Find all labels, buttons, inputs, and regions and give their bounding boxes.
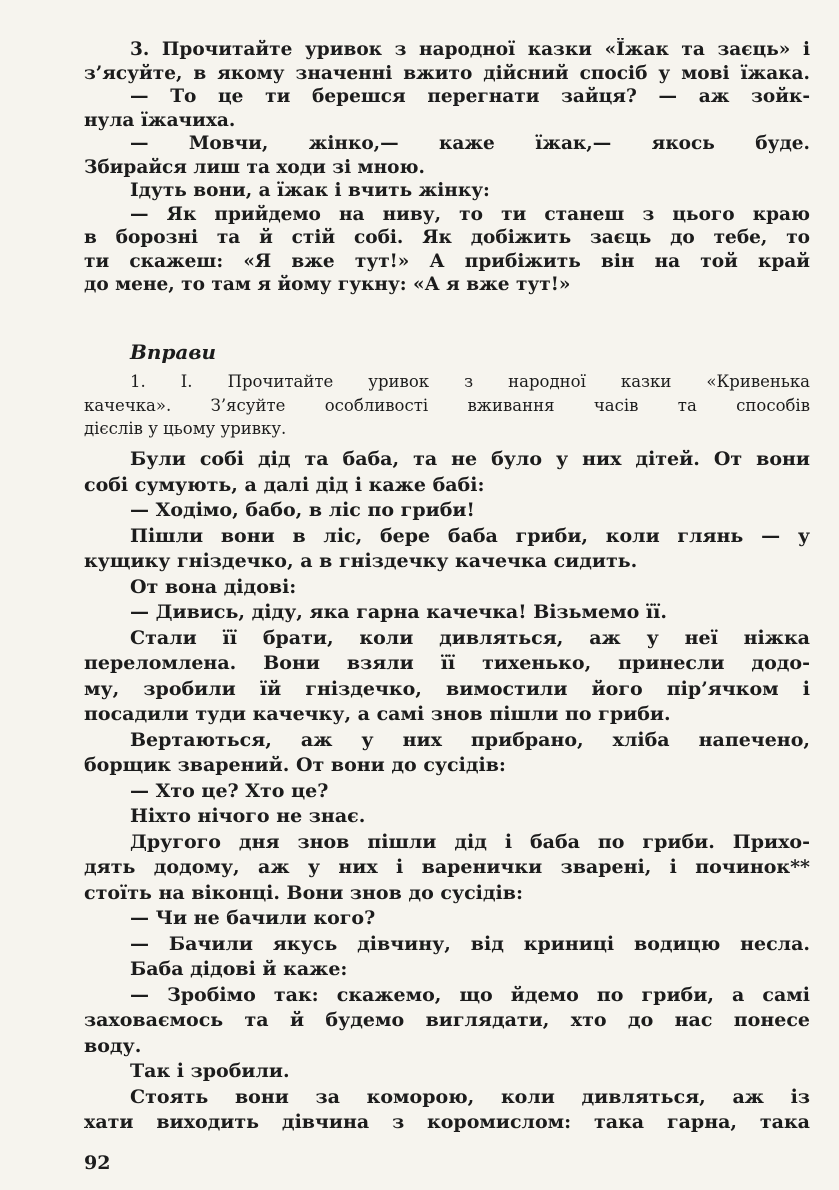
text-line: дять додому, аж у них і варенички зварені, і починок** xyxy=(84,856,810,878)
text-line: переломлена. Вони взяли її тихенько, принесли додо- xyxy=(84,652,810,674)
text-line: Стоять вони за коморою, коли дивляться, аж із xyxy=(130,1085,810,1108)
text-line: 1. І. Прочитайте уривок з народної казки «Кривенька xyxy=(130,372,810,391)
text-line: Збирайся лиш та ходи зі мною. xyxy=(84,156,425,178)
text-line: ти скажеш: «Я вже тут!» А прибіжить він на той край xyxy=(84,250,810,272)
text-line: посадили туди качечку, а самі знов пішли по гриби. xyxy=(84,703,671,725)
text-line: От вона дідові: xyxy=(130,575,297,598)
text-line: заховаємось та й будемо виглядати, хто до нас понесе xyxy=(84,1009,810,1031)
text-line: Були собі дід та баба, та не було у них дітей. От вони xyxy=(130,448,810,470)
text-line: Баба дідові й каже: xyxy=(130,958,348,980)
text-line: — Ходімо, бабо, в ліс по гриби! xyxy=(130,499,475,521)
exercise-1-task xyxy=(84,370,810,441)
text-line: — Дивись, діду, яка гарна качечка! Візьмемо її. xyxy=(130,601,667,623)
text-line: Стали її брати, коли дивляться, аж у неї ніжка xyxy=(130,626,810,649)
text-line: Так і зробили. xyxy=(130,1060,290,1082)
story-excerpt xyxy=(84,447,810,1136)
text-line: до мене, то там я йому гукну: «А я вже тут!» xyxy=(84,274,571,295)
text-line: воду. xyxy=(84,1034,142,1057)
text-line: 3. Прочитайте уривок з народної казки «Їжак та заєць» і xyxy=(130,39,810,60)
text-line: Другого дня знов пішли дід і баба по гриби. Прихо- xyxy=(130,830,810,853)
exercise-3 xyxy=(84,38,810,297)
text-line: Ідуть вони, а їжак і вчить жінку: xyxy=(130,180,490,201)
text-line: дієслів у цьому уривку. xyxy=(84,419,287,438)
text-line: стоїть на віконці. Вони знов до сусідів: xyxy=(84,881,523,904)
text-line: кущику гніздечко, а в гніздечку качечка сидить. xyxy=(84,550,638,572)
text-line: в борозні та й стій собі. Як добіжить заєць до тебе, то xyxy=(84,227,810,248)
text-line: собі сумують, а далі дід і каже бабі: xyxy=(84,473,485,496)
text-line: му, зробили їй гніздечко, вимостили його пір’ячком і xyxy=(84,677,810,700)
text-line: нула їжачиха. xyxy=(84,109,236,131)
text-line: — То це ти берешся перегнати зайця? — аж зойк- xyxy=(130,86,810,107)
text-line: — Мовчи, жінко,— каже їжак,— якось буде. xyxy=(130,133,810,154)
text-line: качечка». З’ясуйте особливості вживання часів та способів xyxy=(84,395,810,415)
text-line: — Як прийдемо на ниву, то ти станеш з цього краю xyxy=(130,203,810,225)
text-line: — Чи не бачили кого? xyxy=(130,907,376,929)
section-heading: Вправи xyxy=(130,340,217,364)
text-line: — Зробімо так: скажемо, що йдемо по гриби, а самі xyxy=(130,983,810,1006)
text-line: Ніхто нічого не знає. xyxy=(130,805,366,827)
page-number: 92 xyxy=(84,1152,111,1174)
text-line: з’ясуйте, в якому значенні вжито дійсний спосіб у мові їжака. xyxy=(84,62,810,84)
text-line: хати виходить дівчина з коромислом: така гарна, така xyxy=(84,1111,810,1133)
text-line: Пішли вони в ліс, бере баба гриби, коли глянь — у xyxy=(130,524,810,547)
text-line: — Бачили якусь дівчину, від криниці водицю несла. xyxy=(130,932,810,955)
text-line: борщик зварений. От вони до сусідів: xyxy=(84,754,506,776)
text-line: Вертаються, аж у них прибрано, хліба напечено, xyxy=(130,728,810,751)
text-line: — Хто це? Хто це? xyxy=(130,779,329,802)
